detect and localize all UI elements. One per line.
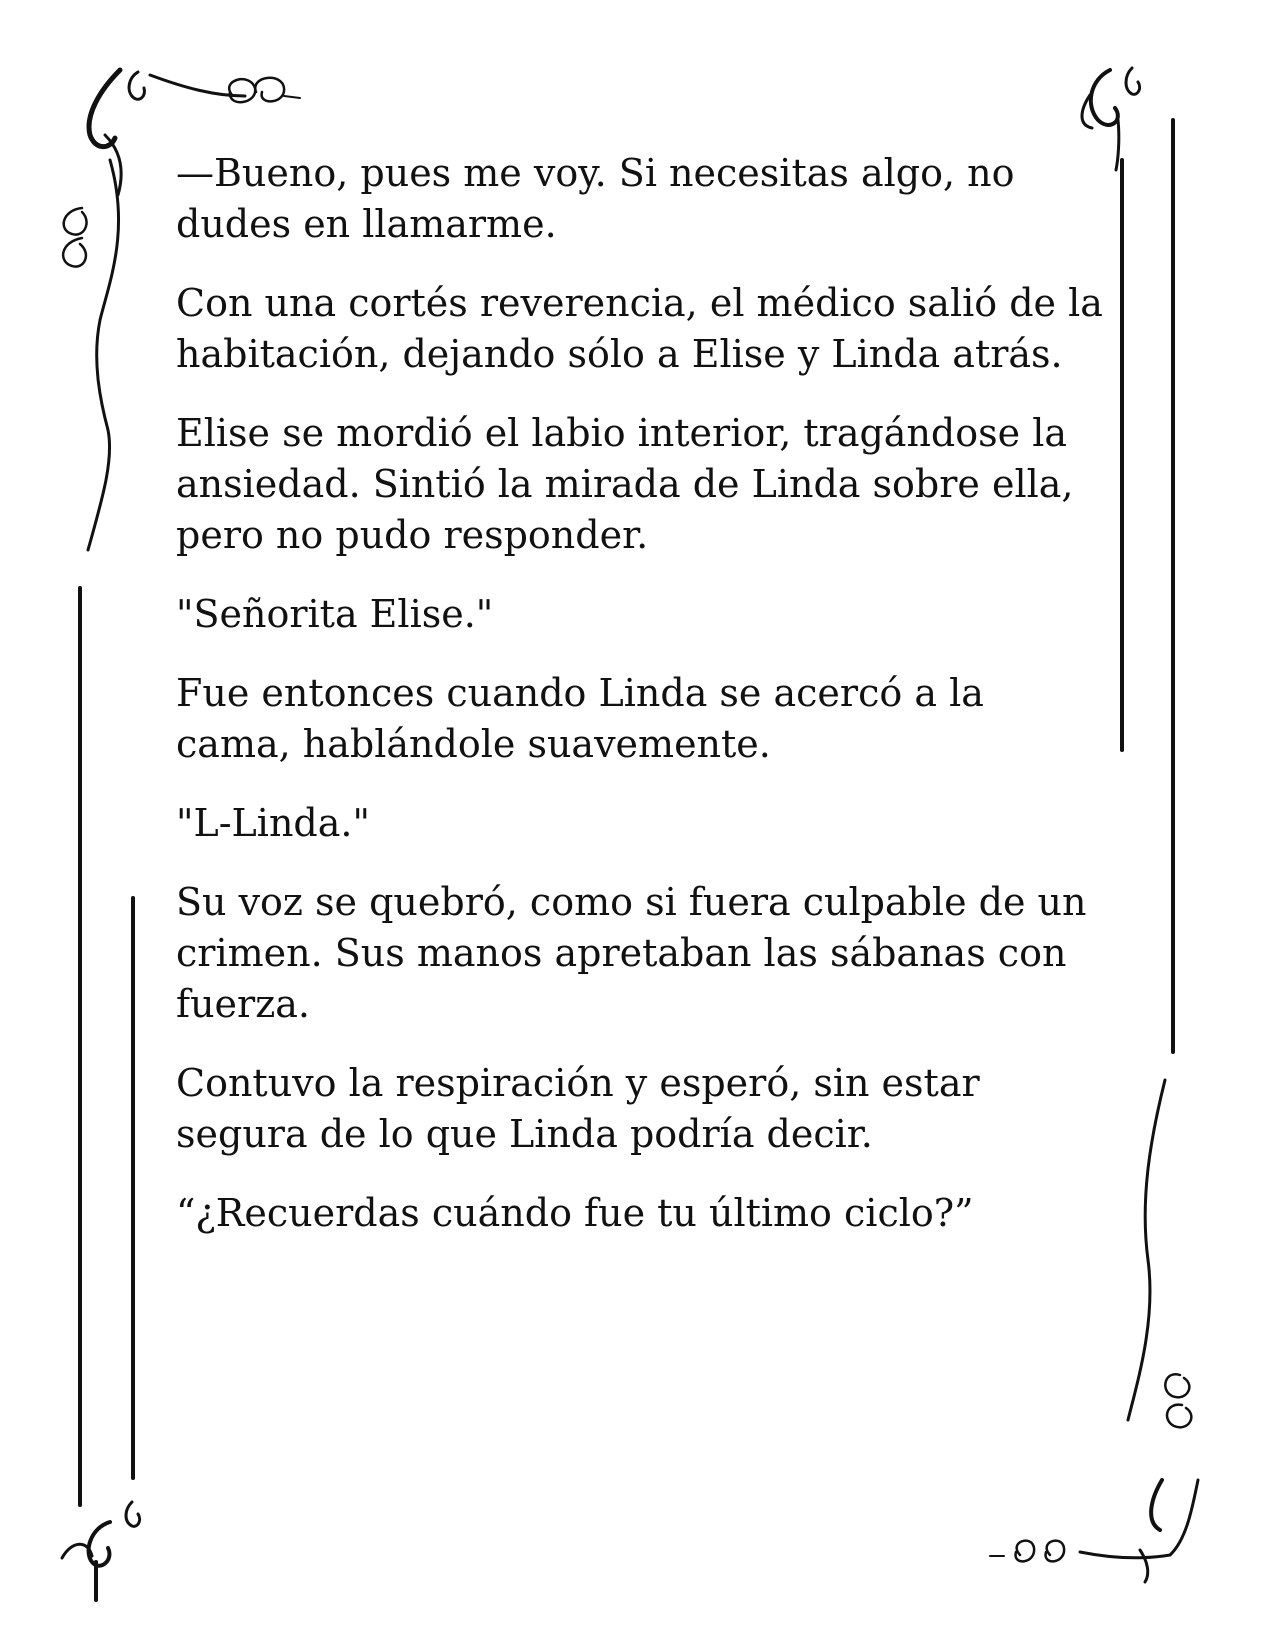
paragraph-1: —Bueno, pues me voy. Si necesitas algo, no dudes en llamarme. <box>176 151 1015 246</box>
paragraph-5: Fue entonces cuando Linda se acercó a la cama, hablándole suavemente. <box>176 671 984 766</box>
paragraph-4: "Señorita Elise." <box>176 592 494 636</box>
paragraph-3: Elise se mordió el labio interior, tragándose la ansiedad. Sintió la mirada de Linda sobre ella, pero no pudo responder. <box>176 411 1074 557</box>
story-text <box>176 148 1106 1267</box>
bottom-left-flourish <box>62 1502 140 1600</box>
paragraph-6: "L-Linda." <box>176 801 370 845</box>
paragraph-2: Con una cortés reverencia, el médico salió de la habitación, dejando sólo a Elise y Linda atrás. <box>176 281 1103 376</box>
paragraph-8: Contuvo la respiración y esperó, sin estar segura de lo que Linda podría decir. <box>176 1061 980 1156</box>
paragraph-9: “¿Recuerdas cuándo fue tu último ciclo?” <box>176 1191 974 1235</box>
paragraph-7: Su voz se quebró, como si fuera culpable de un crimen. Sus manos apretaban las sábanas con fuerza. <box>176 880 1087 1026</box>
